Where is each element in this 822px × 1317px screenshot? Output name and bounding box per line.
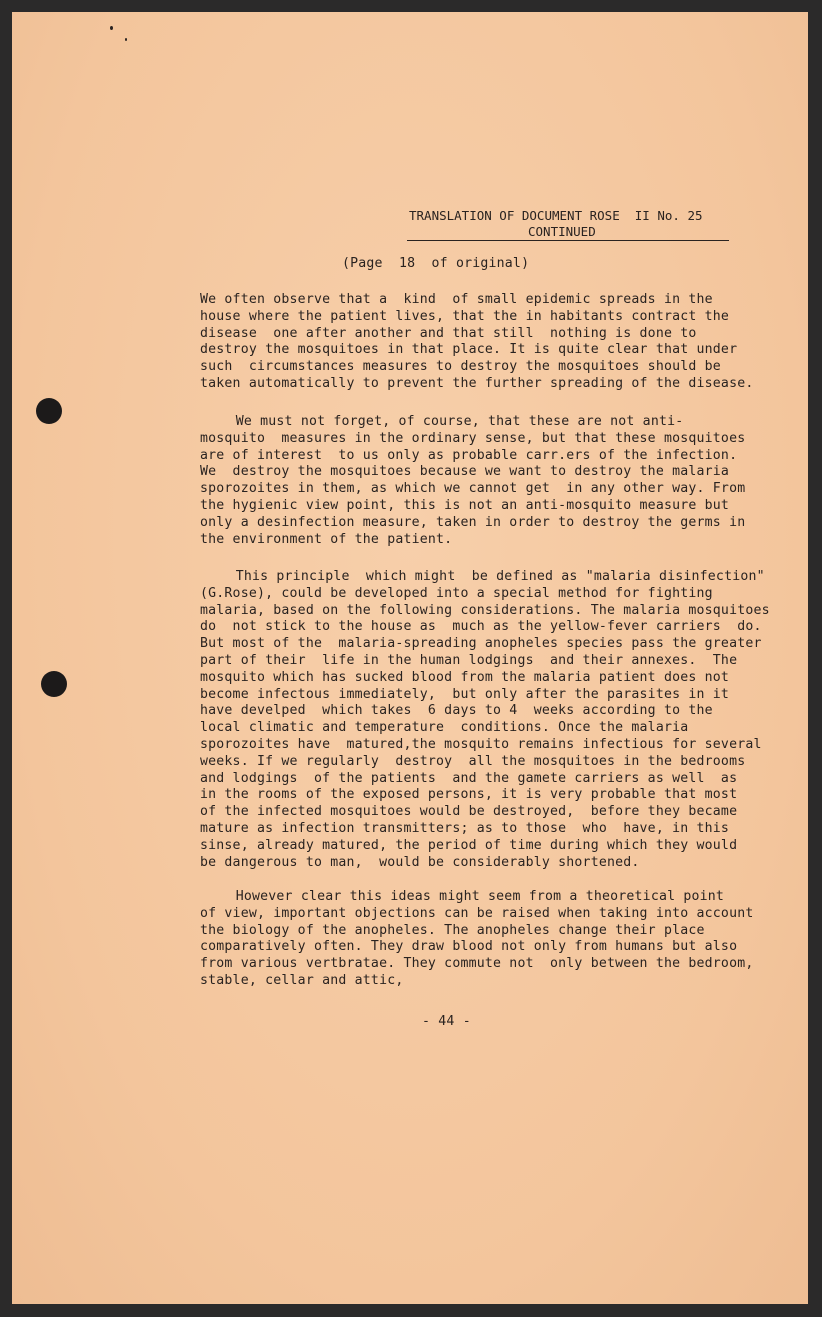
text-line: This principle which might be defined as "malaria disinfection" <box>195 569 765 584</box>
text-line: (G.Rose), could be developed into a special method for fighting <box>200 585 713 601</box>
text-line: stable, cellar and attic, <box>200 973 404 988</box>
text-line: sporozoites have matured,the mosquito remains infectious for several <box>200 737 762 752</box>
document-subtitle: CONTINUED <box>528 224 596 239</box>
text-line: have develped which takes 6 days to 4 weeks according to the <box>200 703 713 719</box>
text-line: part of their life in the human lodgings and their annexes. The <box>200 653 738 668</box>
text-line: be dangerous to man, would be considerably shortened. <box>200 854 640 870</box>
text-line: weeks. If we regularly destroy all the mosquitoes in the bedrooms <box>200 753 746 769</box>
document-title: TRANSLATION OF DOCUMENT ROSE II No. 25 <box>409 208 703 223</box>
text-line: become infectous immediately, but only after the parasites in it <box>200 686 730 702</box>
text-line: But most of the malaria-spreading anopheles species pass the greater <box>200 636 762 652</box>
text-line: from various vertbratae. They commute not only between the bedroom, <box>200 956 754 972</box>
text-line: such circumstances measures to destroy the mosquitoes should be <box>200 359 721 375</box>
text-line: mosquito measures in the ordinary sense, but that these mosquitoes <box>200 430 746 446</box>
punch-hole <box>36 398 62 424</box>
title-underline <box>407 240 729 241</box>
text-line: However clear this ideas might seem from a theoretical point <box>195 889 725 904</box>
text-line: are of interest to us only as probable carr.ers of the infection. <box>200 447 738 463</box>
text-line: only a desinfection measure, taken in order to destroy the germs in <box>200 514 746 530</box>
text-line: We often observe that a kind of small epidemic spreads in the <box>200 292 713 307</box>
page-number: - 44 - <box>422 1014 471 1029</box>
text-line: malaria, based on the following considerations. The malaria mosquitoes <box>200 602 770 618</box>
text-line: of view, important objections can be raised when taking into account <box>200 905 754 921</box>
page-reference: (Page 18 of original) <box>342 256 530 271</box>
document-page <box>12 12 808 1304</box>
punch-hole <box>41 671 67 697</box>
text-line: the hygienic view point, this is not an anti-mosquito measure but <box>200 498 730 513</box>
text-line: taken automatically to prevent the further spreading of the disease. <box>200 376 754 391</box>
text-line: and lodgings of the patients and the gamete carriers as well as <box>200 770 738 786</box>
text-line: disease one after another and that still nothing is done to <box>200 325 697 341</box>
text-line: We destroy the mosquitoes because we want to destroy the malaria <box>200 464 730 480</box>
text-line: the biology of the anopheles. The anopheles change their place <box>200 922 705 938</box>
text-line: mature as infection transmitters; as to those who have, in this <box>200 821 730 836</box>
text-line: the environment of the patient. <box>200 531 453 547</box>
text-line: local climatic and temperature conditions. Once the malaria <box>200 720 689 736</box>
text-line: destroy the mosquitoes in that place. It is quite clear that under <box>200 342 738 358</box>
text-line: comparatively often. They draw blood not only from humans but also <box>200 939 738 955</box>
text-line: We must not forget, of course, that these are not anti- <box>195 414 684 429</box>
text-line: sporozoites in them, as which we cannot get in any other way. From <box>200 481 746 497</box>
text-line: sinse, already matured, the period of time during which they would <box>200 837 738 853</box>
text-line: in the rooms of the exposed persons, it is very probable that most <box>200 787 738 803</box>
text-line: mosquito which has sucked blood from the malaria patient does not <box>200 669 730 685</box>
text-line: house where the patient lives, that the in habitants contract the <box>200 308 730 324</box>
ink-speck <box>125 38 127 41</box>
ink-speck <box>110 26 113 30</box>
text-line: do not stick to the house as much as the yellow-fever carriers do. <box>200 619 762 635</box>
text-line: of the infected mosquitoes would be destroyed, before they became <box>200 804 738 820</box>
